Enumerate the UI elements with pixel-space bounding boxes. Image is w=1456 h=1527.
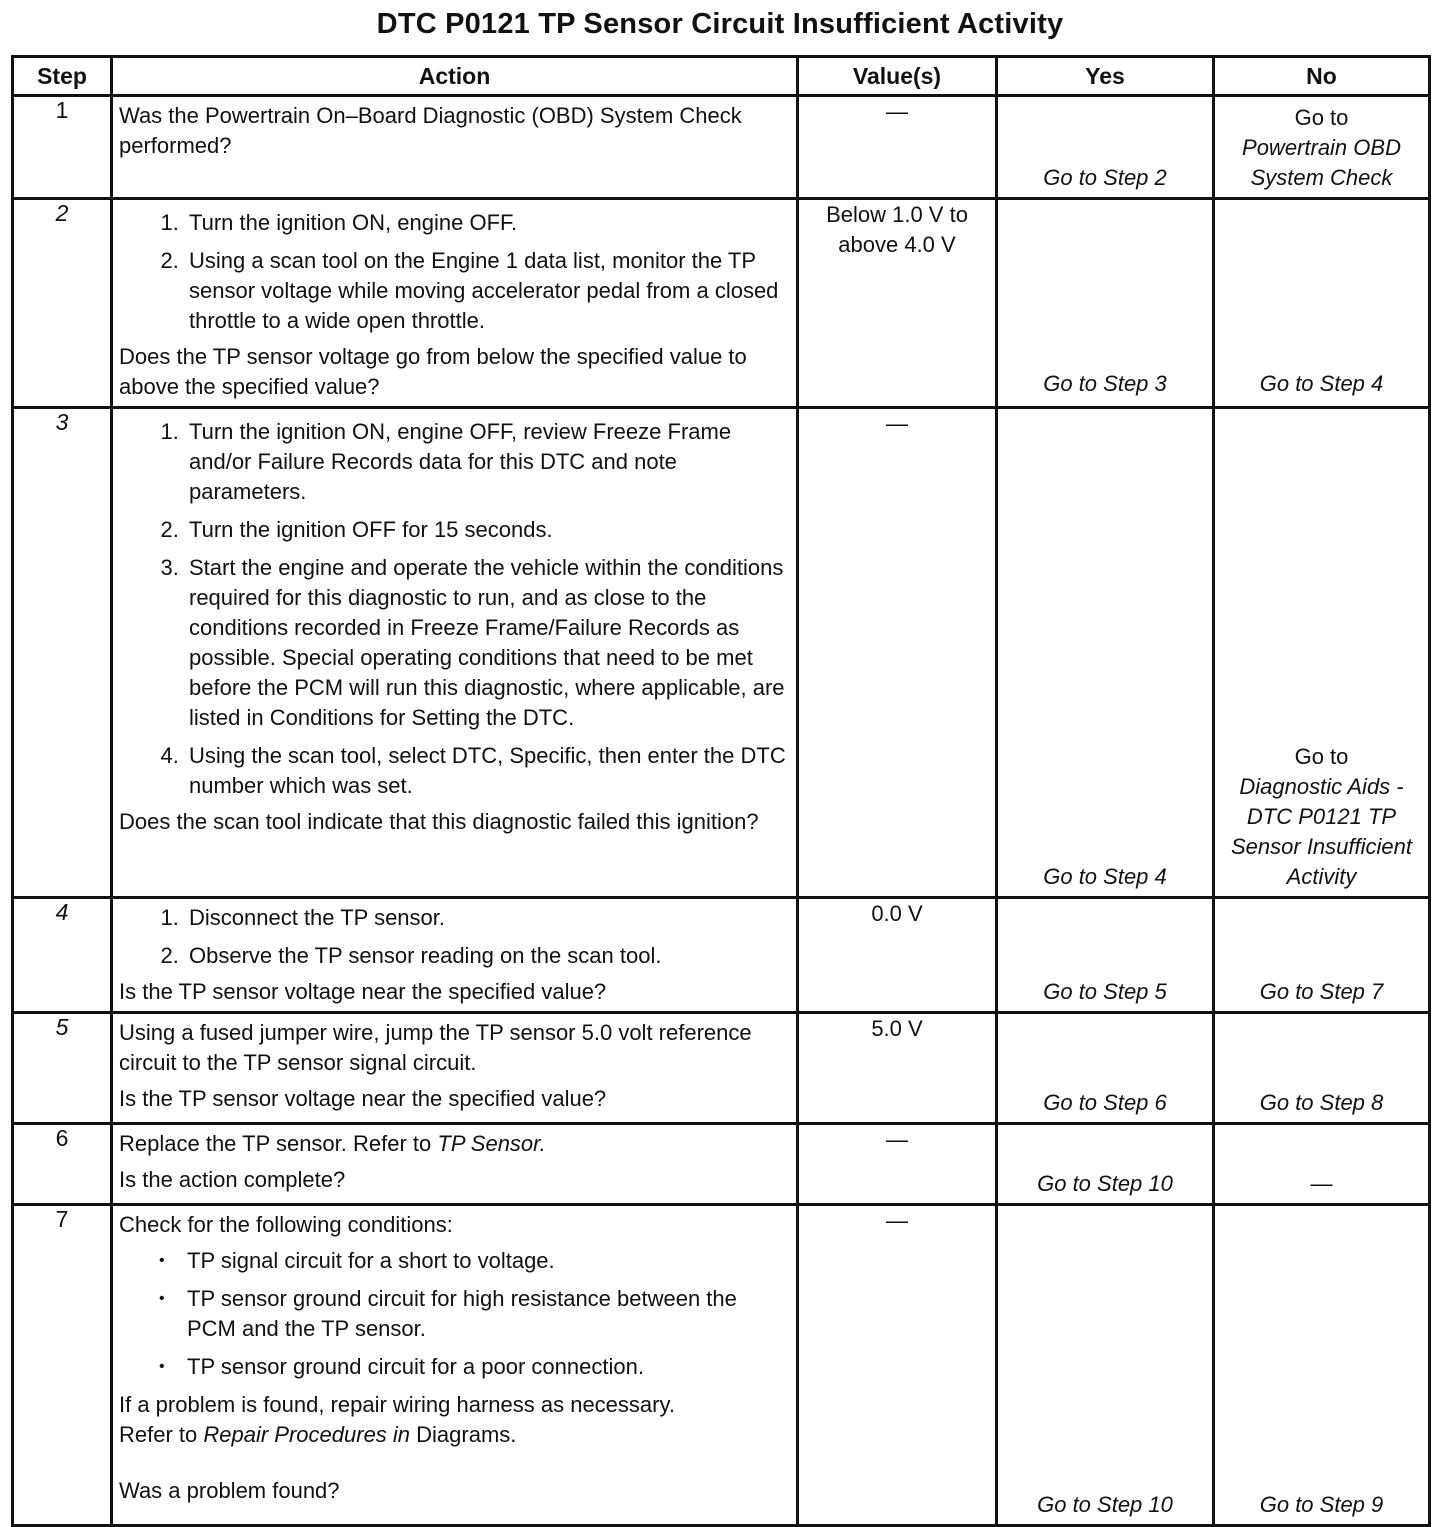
- step-number: 1: [13, 96, 112, 199]
- action-cell: [112, 199, 798, 408]
- yes-goto: Go to Step 4: [1043, 864, 1167, 889]
- table-header-row: [13, 57, 1430, 96]
- action-item: 1. Turn the ignition ON, engine OFF, review Freeze Frame and/or Failure Records data for this DTC and note parameters.: [185, 417, 790, 507]
- action-question: Was a problem found?: [119, 1478, 340, 1503]
- value-cell: —: [798, 1124, 997, 1205]
- action-cell: [112, 1205, 798, 1526]
- header-step: Step: [13, 57, 112, 96]
- no-goto-ref: Powertrain OBD System Check: [1242, 135, 1401, 190]
- step-number: 6: [13, 1124, 112, 1205]
- value-cell: —: [798, 96, 997, 199]
- yes-cell: [997, 96, 1214, 199]
- no-cell: [1214, 96, 1430, 199]
- no-goto: Go to Step 4: [1259, 371, 1384, 396]
- action-question: Does the TP sensor voltage go from below the specified value to above the specified value?: [119, 344, 747, 399]
- yes-cell: [997, 408, 1214, 898]
- no-goto: Go to Step 7: [1259, 979, 1384, 1004]
- table-row: [13, 96, 1430, 199]
- action-question: Does the scan tool indicate that this diagnostic failed this ignition?: [119, 809, 759, 834]
- no-cell: [1214, 1124, 1430, 1205]
- no-cell: [1214, 199, 1430, 408]
- action-bullet: • TP sensor ground circuit for high resistance between the PCM and the TP sensor.: [187, 1284, 790, 1344]
- yes-cell: [997, 1013, 1214, 1124]
- action-text: Was the Powertrain On–Board Diagnostic (OBD) System Check performed?: [119, 103, 742, 158]
- action-cell: [112, 1124, 798, 1205]
- table-row: [13, 1205, 1430, 1526]
- action-question: Is the TP sensor voltage near the specified value?: [119, 979, 607, 1004]
- header-action: Action: [112, 57, 798, 96]
- value-cell: —: [798, 408, 997, 898]
- page-title: DTC P0121 TP Sensor Circuit Insufficient Activity: [376, 8, 1064, 40]
- value-cell: Below 1.0 V to above 4.0 V: [798, 199, 997, 408]
- value-cell: —: [798, 1205, 997, 1526]
- value-cell: 5.0 V: [798, 1013, 997, 1124]
- action-item: 1. Turn the ignition ON, engine OFF.: [185, 208, 790, 238]
- no-cell: [1214, 1205, 1430, 1526]
- action-cell: [112, 96, 798, 199]
- no-goto-ref: Diagnostic Aids - DTC P0121 TP Sensor Insufficient Activity: [1231, 774, 1412, 889]
- action-text-pre: Replace the TP sensor. Refer to: [119, 1131, 438, 1156]
- table-row: [13, 199, 1430, 408]
- yes-goto: Go to Step 3: [1043, 371, 1167, 396]
- action-question: Is the TP sensor voltage near the specified value?: [119, 1086, 607, 1111]
- yes-goto: Go to Step 10: [1037, 1171, 1173, 1196]
- action-item: 2. Using a scan tool on the Engine 1 data list, monitor the TP sensor voltage while moving accelerator pedal from a closed throttle to a wide open throttle.: [185, 246, 790, 336]
- no-cell: [1214, 1013, 1430, 1124]
- action-cell: [112, 1013, 798, 1124]
- action-note: If a problem is found, repair wiring harness as necessary.: [119, 1392, 675, 1417]
- no-cell: [1214, 898, 1430, 1013]
- header-values: Value(s): [798, 57, 997, 96]
- action-text: Using a fused jumper wire, jump the TP sensor 5.0 volt reference circuit to the TP sensor signal circuit.: [119, 1020, 752, 1075]
- no-goto: Go to Step 9: [1259, 1492, 1384, 1517]
- action-item: 3. Start the engine and operate the vehicle within the conditions required for this diagnostic to run, and as close to the conditions recorded in Freeze Frame/Failure Records as possible. Special operating conditions that need to be met before the PCM will run this diagnostic, where applicable, are listed in Conditions for Setting the DTC.: [185, 553, 790, 733]
- action-question: Is the action complete?: [119, 1167, 346, 1192]
- action-intro: Check for the following conditions:: [119, 1212, 453, 1237]
- yes-goto: Go to Step 5: [1043, 979, 1167, 1004]
- table-row: [13, 898, 1430, 1013]
- action-item: 1. Disconnect the TP sensor.: [185, 903, 790, 933]
- step-number: 5: [13, 1013, 112, 1124]
- yes-cell: [997, 199, 1214, 408]
- action-note-ref: [119, 1420, 790, 1450]
- yes-cell: [997, 898, 1214, 1013]
- step-number: 7: [13, 1205, 112, 1526]
- yes-goto: Go to Step 10: [1037, 1492, 1173, 1517]
- action-cell: [112, 408, 798, 898]
- no-goto: —: [1310, 1171, 1333, 1196]
- note-pre: Refer to: [119, 1422, 204, 1447]
- value-cell: 0.0 V: [798, 898, 997, 1013]
- table-row: [13, 1124, 1430, 1205]
- dtc-table: [11, 55, 1431, 1527]
- action-item: 2. Observe the TP sensor reading on the scan tool.: [185, 941, 790, 971]
- step-number: 4: [13, 898, 112, 1013]
- action-bullet: • TP signal circuit for a short to voltage.: [187, 1246, 790, 1276]
- yes-goto: Go to Step 2: [1043, 165, 1167, 190]
- no-goto-label: Go to: [1294, 105, 1349, 130]
- action-ref: TP Sensor.: [437, 1131, 546, 1156]
- yes-goto: Go to Step 6: [1043, 1090, 1167, 1115]
- step-number: 3: [13, 408, 112, 898]
- table-row: [13, 1013, 1430, 1124]
- header-no: No: [1214, 57, 1430, 96]
- action-item: 2. Turn the ignition OFF for 15 seconds.: [185, 515, 790, 545]
- action-item: 4. Using the scan tool, select DTC, Specific, then enter the DTC number which was set.: [185, 741, 790, 801]
- header-yes: Yes: [997, 57, 1214, 96]
- note-post: Diagrams.: [410, 1422, 517, 1447]
- no-goto-label: Go to: [1294, 744, 1349, 769]
- step-number: 2: [13, 199, 112, 408]
- table-row: [13, 408, 1430, 898]
- no-goto: Go to Step 8: [1259, 1090, 1384, 1115]
- no-cell: [1214, 408, 1430, 898]
- action-bullet: • TP sensor ground circuit for a poor connection.: [187, 1352, 790, 1382]
- yes-cell: [997, 1205, 1214, 1526]
- note-ref: Repair Procedures in: [203, 1422, 411, 1447]
- action-text: [119, 1129, 790, 1159]
- yes-cell: [997, 1124, 1214, 1205]
- action-cell: [112, 898, 798, 1013]
